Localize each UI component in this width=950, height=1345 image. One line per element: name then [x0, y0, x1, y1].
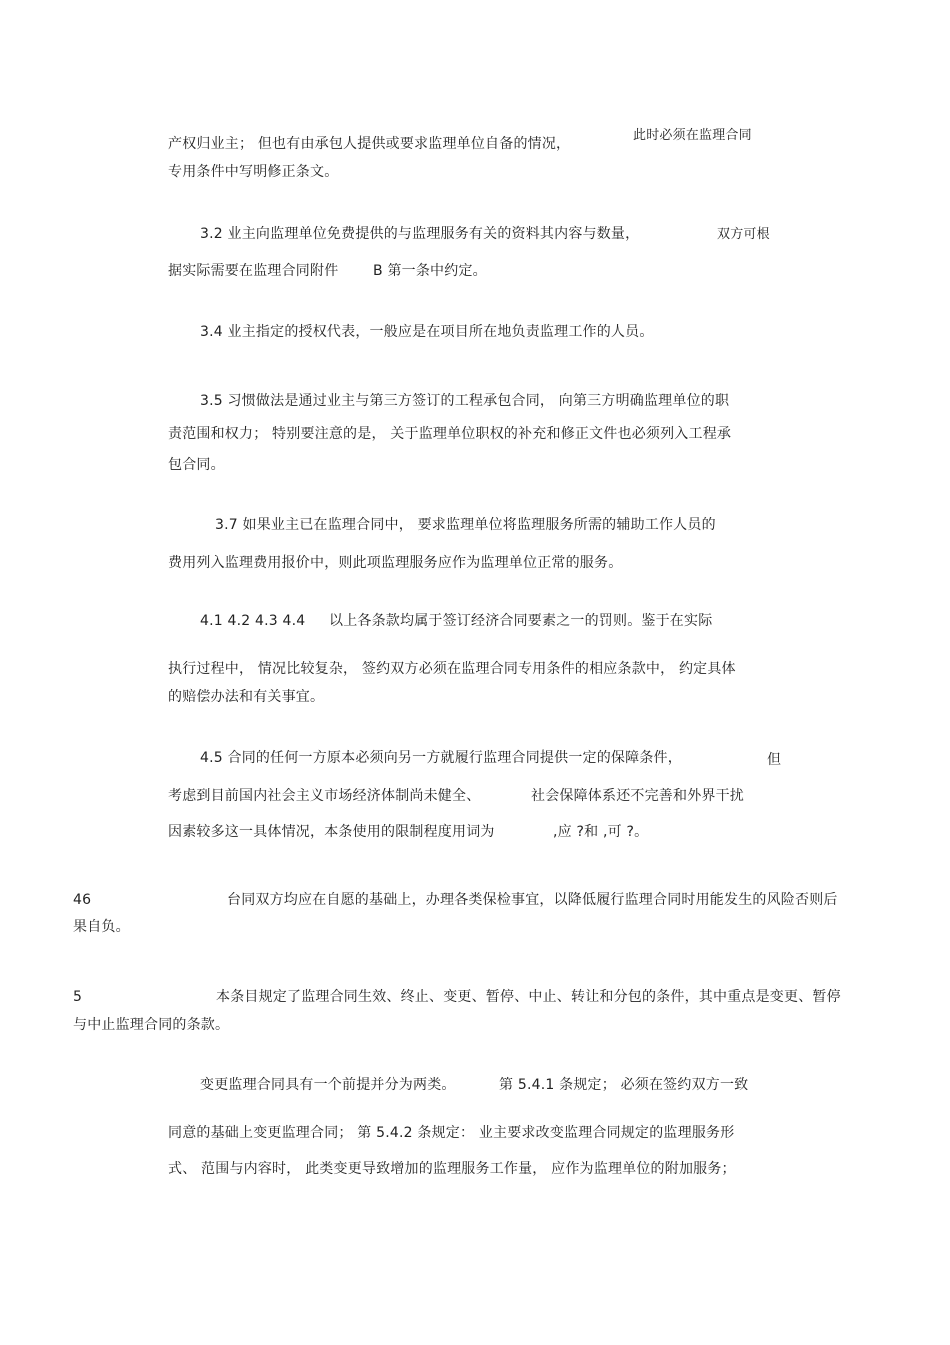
text-line: 台同双方均应在自愿的基础上，办理各类保检事宜，以降低履行监理合同时用能发生的风险否则后 — [227, 892, 838, 908]
text-line: 责范围和权力； 特别要注意的是， 关于监理单位职权的补充和修正文件也必须列入工程承 — [168, 426, 732, 442]
text-line: 以上各条款均属于签订经济合同要素之一的罚则。鉴于在实际 — [329, 613, 713, 629]
text-line: 因素较多这一具体情况，本条使用的限制程度用词为 — [168, 824, 495, 840]
text-line: 4.1 4.2 4.3 4.4 — [200, 613, 306, 629]
text-line: 社会保障体系还不完善和外界干扰 — [531, 788, 744, 804]
text-line: 专用条件中写明修正条文。 — [168, 164, 339, 180]
text-line: 但 — [767, 752, 782, 768]
text-line: 的赔偿办法和有关事宜。 — [168, 689, 325, 705]
text-line: 3.5 习惯做法是通过业主与第三方签订的工程承包合同， 向第三方明确监理单位的职 — [200, 393, 730, 409]
text-line: 4.5 合同的任何一方原本必须向另一方就履行监理合同提供一定的保障条件， — [200, 750, 682, 766]
text-line: 本条目规定了监理合同生效、终止、变更、暂停、中止、转让和分包的条件，其中重点是变更、暂停 — [216, 989, 841, 1005]
text-line: 46 — [73, 892, 92, 908]
text-line: 3.2 业主向监理单位免费提供的与监理服务有关的资料其内容与数量， — [200, 226, 640, 242]
text-line: 第 5.4.1 条规定； 必须在签约双方一致 — [499, 1077, 749, 1093]
text-line: 执行过程中， 情况比较复杂， 签约双方必须在监理合同专用条件的相应条款中， 约定具体 — [168, 661, 736, 677]
text-line: 费用列入监理费用报价中，则此项监理服务应作为监理单位正常的服务。 — [168, 555, 623, 571]
text-line: 与中止监理合同的条款。 — [73, 1017, 230, 1033]
text-line: 3.7 如果业主已在监理合同中， 要求监理单位将监理服务所需的辅助工作人员的 — [215, 517, 716, 533]
text-line: 果自负。 — [73, 919, 130, 935]
text-line: 包合同。 — [168, 457, 225, 473]
text-line: 5 — [73, 989, 83, 1005]
text-line: 3.4 业主指定的授权代表，一般应是在项目所在地负责监理工作的人员。 — [200, 324, 654, 340]
text-line: 同意的基础上变更监理合同； 第 5.4.2 条规定： 业主要求改变监理合同规定的监理服务形 — [168, 1125, 735, 1141]
text-line: 变更监理合同具有一个前提并分为两类。 — [200, 1077, 456, 1093]
text-line: 考虑到目前国内社会主义市场经济体制尚未健全、 — [168, 788, 481, 804]
text-line: B 第一条中约定。 — [373, 263, 487, 279]
text-line: 式、 范围与内容时， 此类变更导致增加的监理服务工作量， 应作为监理单位的附加服务； — [168, 1161, 736, 1177]
text-line: 产权归业主； 但也有由承包人提供或要求监理单位自备的情况， — [168, 136, 571, 152]
text-line: 双方可根 — [717, 227, 770, 242]
text-line: 据实际需要在监理合同附件 — [168, 263, 339, 279]
text-line: 此时必须在监理合同 — [633, 128, 752, 143]
text-line: ,应 ?和 ,可 ?。 — [553, 824, 649, 840]
